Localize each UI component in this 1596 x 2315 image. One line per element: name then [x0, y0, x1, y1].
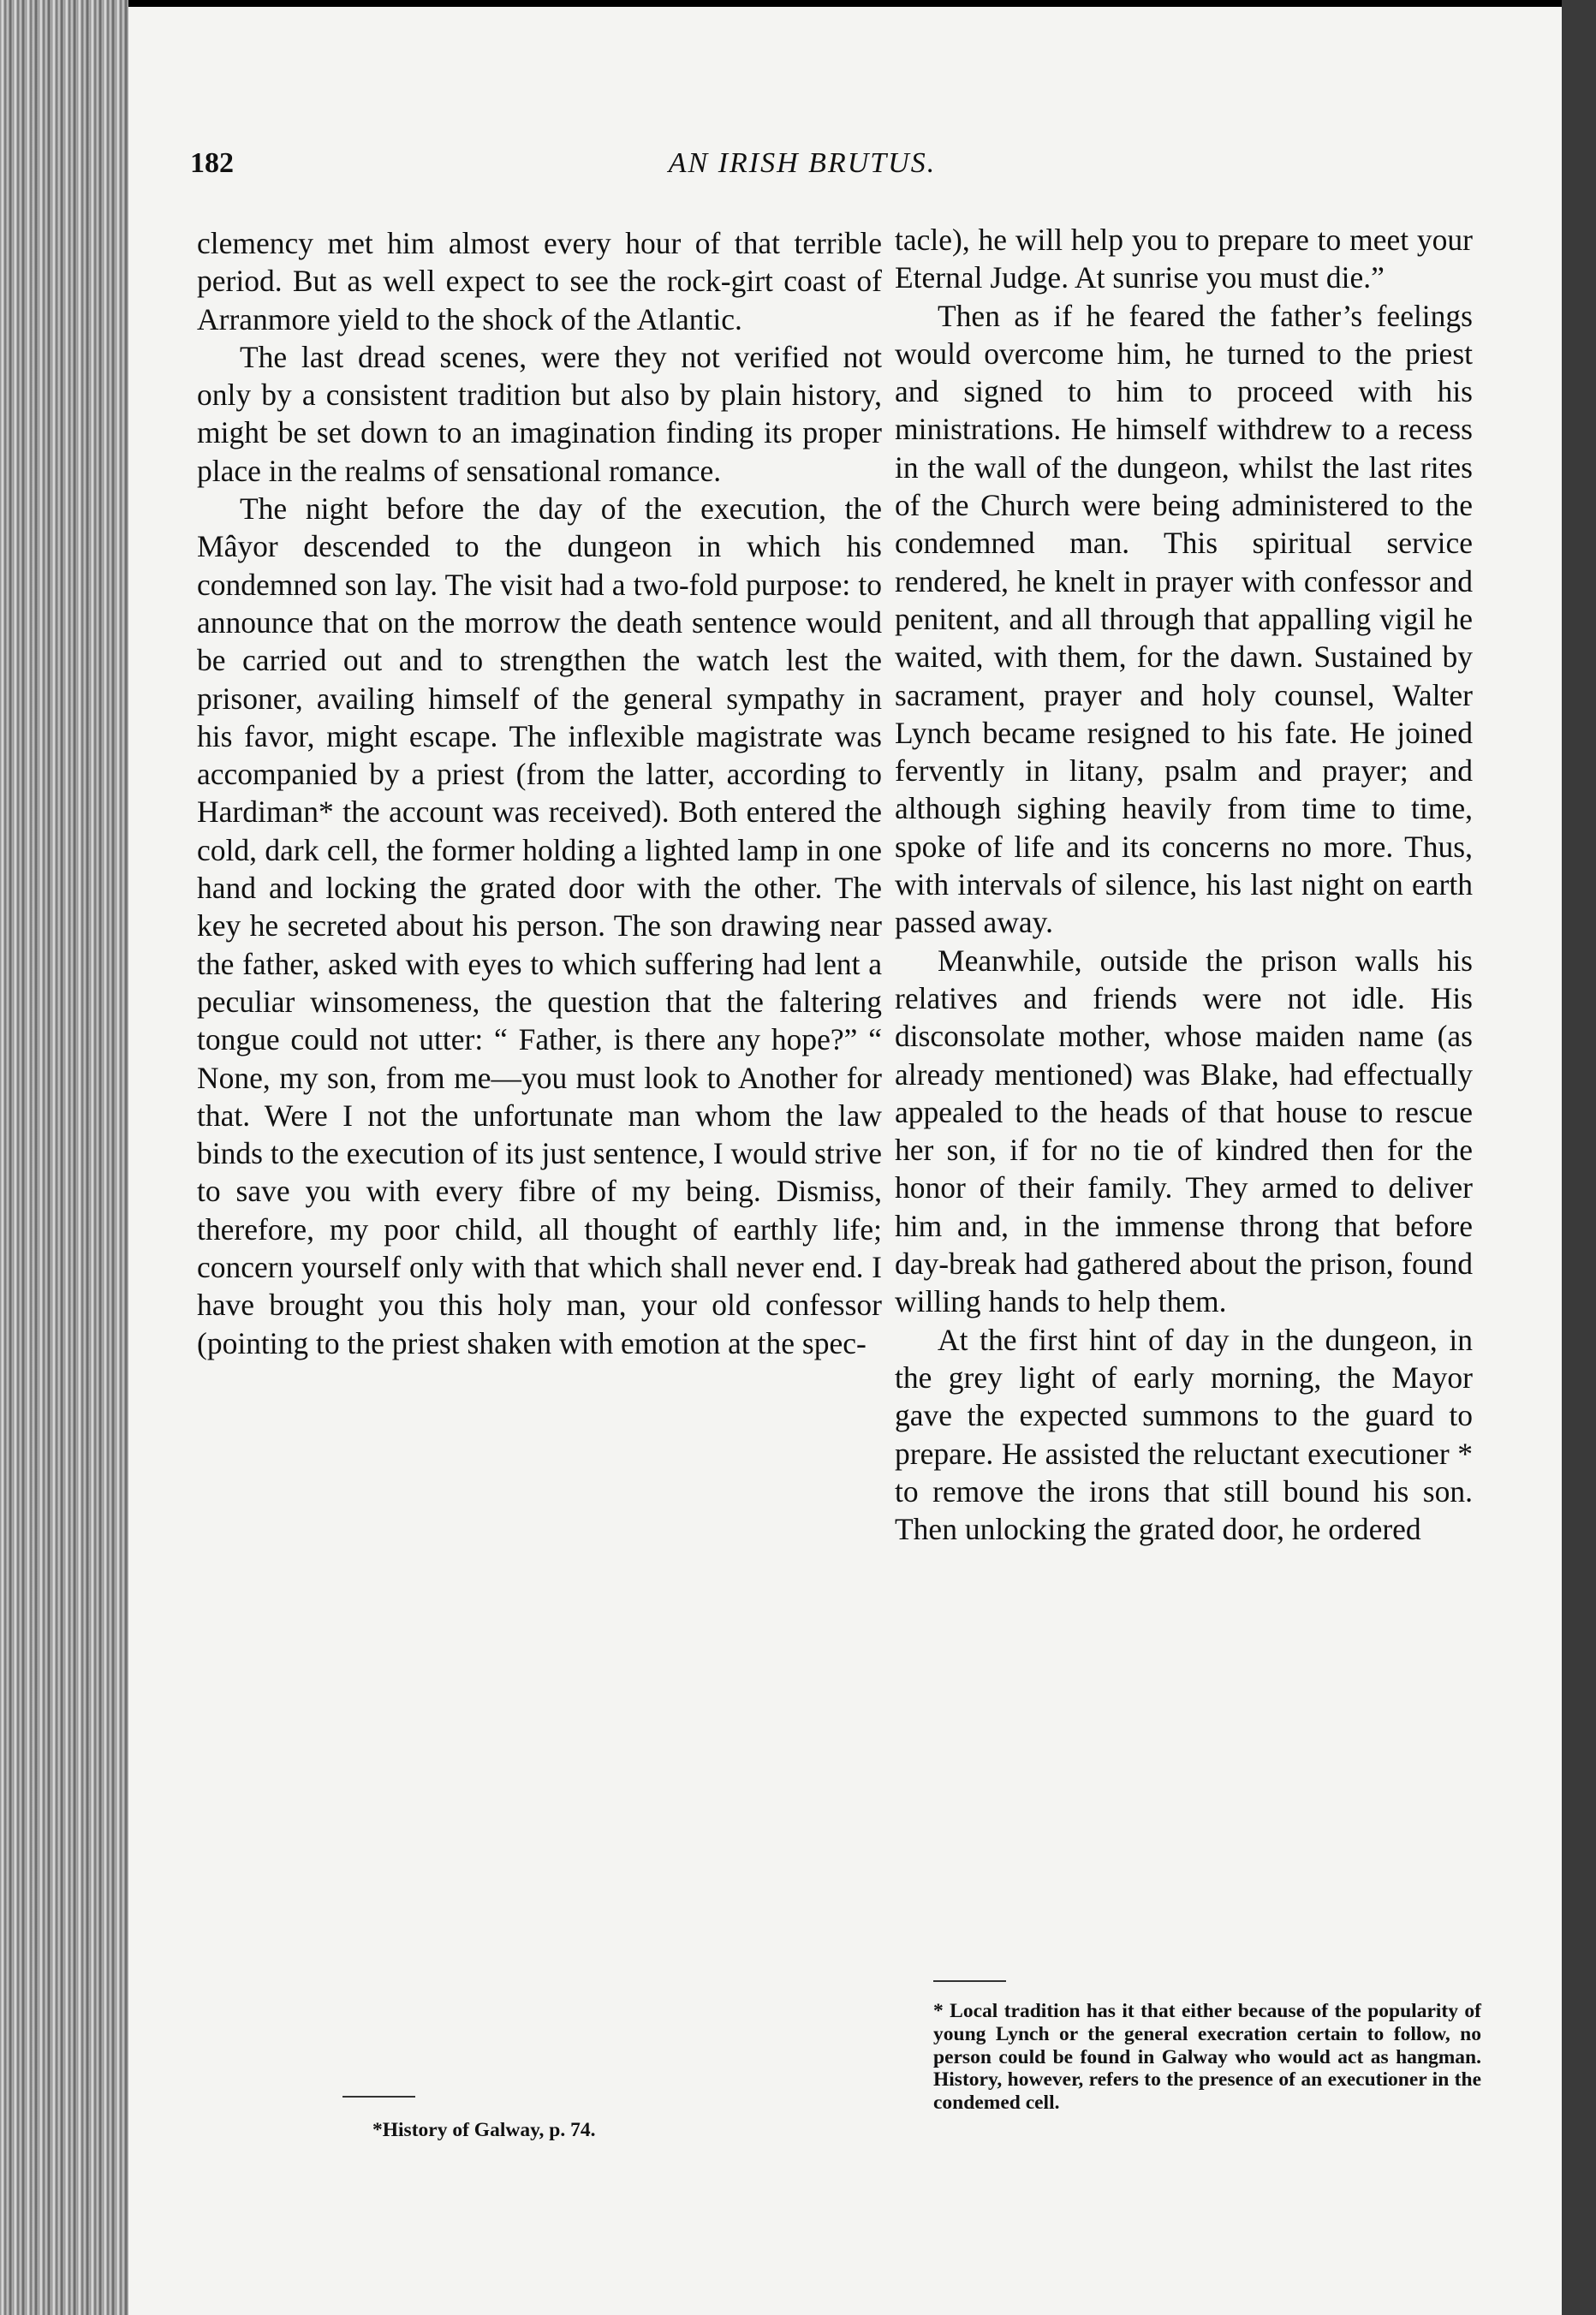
paragraph: The last dread scenes, were they not verified not only by a consistent tradition but also by plain history, might be set down to an imagination finding its proper place in the realms of sensational romance. [197, 339, 882, 488]
footnote: * Local tradition has it that either because of the popularity of young Lynch or the general execration certain to follow, no person could be found in Galway who would act as hangman. History, however, refers to the presence of an executioner in the condemed cell. [933, 2000, 1481, 2115]
footnote-divider [342, 2096, 415, 2098]
paragraph: The night before the day of the execution, the Mâyor descended to the dungeon in which his condemned son lay. The visit had a two-fold purpose: to announce that on the morrow the death sentence would be carried out and to strengthen the watch lest the prisoner, availing himself of the general sympathy in his favor, might escape. The inflexible magistrate was accompanied by a priest (from the latter, according to Hardiman* the account was received). Both entered the cold, dark cell, the former holding a lighted lamp in one hand and locking the grated door with the other. The key he secreted about his person. The son drawing near the father, asked with eyes to which suffering had lent a peculiar winsomeness, the question that the faltering tongue could not utter: “ Father, is there any hope?” “ None, my son, from me—you must look to Another for that. Were I not the unfortunate man whom the law binds to the execution of its just sentence, I would strive to save you with every fibre of my being. Dismiss, therefore, my poor child, all thought of earthly life; concern yourself only with that which shall never end. I have brought you this holy man, your old confessor (pointing to the priest shaken with emotion at the spec- [197, 491, 882, 1360]
paragraph: Then as if he feared the father’s feelings would overcome him, he turned to the priest and signed to him to proceed with his ministrations. He himself withdrew to a recess in the wall of the dungeon, whilst the last rites of the Church were being administered to the condemned man. This spiritual service rendered, he knelt in prayer with confessor and penitent, and all through that appalling vigil he waited, with them, for the dawn. Sustained by sacrament, prayer and holy counsel, Walter Lynch became resigned to his fate. He joined fervently in litany, psalm and prayer; and although sighing heavily from time to time, spoke of life and its concerns no more. Thus, with intervals of silence, his last night on earth passed away. [895, 298, 1473, 940]
page-number: 182 [190, 147, 234, 179]
left-column [197, 224, 882, 1362]
paragraph: tacle), he will help you to prepare to meet your Eternal Judge. At sunrise you must die.” [895, 223, 1473, 295]
page-header [190, 147, 1414, 199]
right-column [895, 221, 1473, 1548]
paragraph: clemency met him almost every hour of that terrible period. But as well expect to see the rock-girt coast of Arranmore yield to the shock of the Atlantic. [197, 226, 882, 336]
footnote: *History of Galway, p. 74. [372, 2119, 596, 2141]
paragraph: Meanwhile, outside the prison walls his relatives and friends were not idle. His disconsolate mother, whose maiden name (as already mentioned) was Blake, had effectually appealed to the heads of that house to rescue her son, if for no tie of kindred then for the honor of their family. They armed to deliver him and, in the immense throng that before day-break had gathered about the prison, found willing hands to help them. [895, 943, 1473, 1319]
paragraph: At the first hint of day in the dungeon, in the grey light of early morning, the Mayor gave the expected summons to the guard to prepare. He assisted the reluctant executioner * to remove the irons that still bound his son. Then unlocking the grated door, he ordered [895, 1322, 1473, 1547]
scan-right-edge [1562, 0, 1596, 2315]
footnote-divider [933, 1980, 1006, 1982]
scan-book-edge [0, 0, 128, 2315]
running-title: AN IRISH BRUTUS. [668, 147, 937, 179]
